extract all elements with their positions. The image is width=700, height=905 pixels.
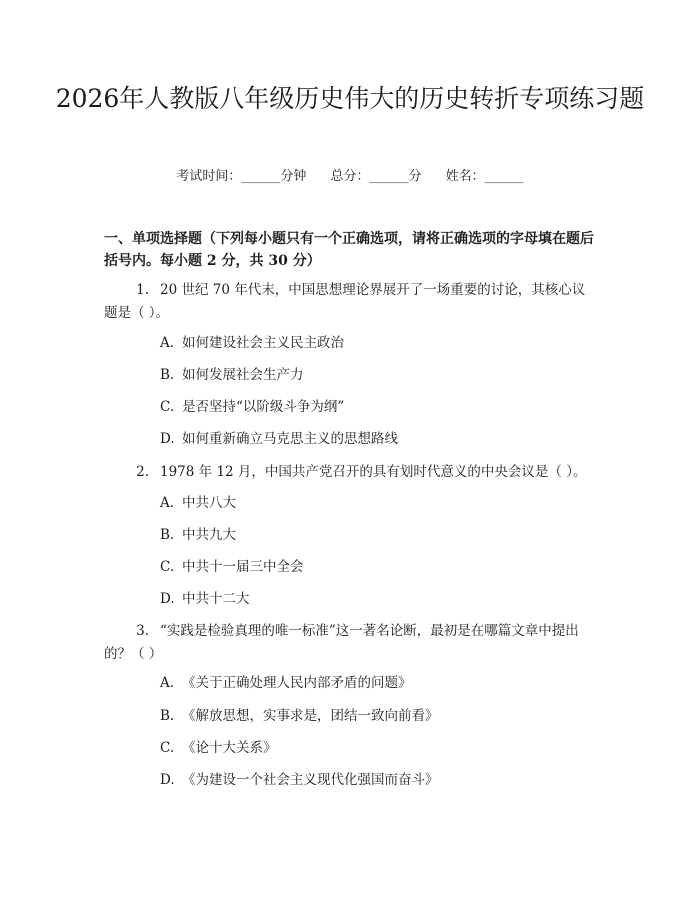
option-letter: C. — [160, 559, 175, 575]
option-text: 中共八大 — [182, 495, 236, 511]
question-text: 20 世纪 70 年代末，中国思想理论界展开了一场重要的讨论，其核心议题是（ ）。 — [104, 282, 586, 321]
option-text: 中共九大 — [182, 527, 236, 543]
exam-time-field: 考试时间：______分钟 — [176, 169, 307, 184]
option-text: 《论十大关系》 — [182, 740, 277, 756]
question-2-option-d — [160, 589, 250, 609]
question-2-option-b — [160, 525, 236, 545]
page-title: 2026年人教版八年级历史伟大的历史转折专项练习题 — [55, 84, 645, 113]
question-1-option-b — [160, 365, 304, 385]
question-3-option-a — [160, 673, 412, 693]
question-3-option-d — [160, 770, 439, 790]
question-2-option-c — [160, 557, 304, 577]
question-1-option-a — [160, 333, 344, 353]
total-score-field: 总分：______分 — [330, 169, 422, 184]
option-text: 《关于正确处理人民内部矛盾的问题》 — [182, 675, 412, 691]
student-name-field: 姓名：______ — [445, 169, 524, 184]
question-number: 2. — [136, 464, 149, 480]
option-letter: C. — [160, 399, 175, 415]
option-text: 如何发展社会生产力 — [182, 367, 304, 383]
question-3-option-b — [160, 706, 439, 726]
option-text: 是否坚持“以阶级斗争为纲” — [182, 399, 345, 415]
option-letter: A. — [160, 675, 175, 691]
section-heading: 一、单项选择题（下列每小题只有一个正确选项，请将正确选项的字母填在题后括号内。每小题 2 分，共 30 分） — [104, 231, 594, 269]
option-letter: A. — [160, 335, 175, 351]
question-1-option-d — [160, 429, 398, 449]
option-letter: D. — [160, 772, 175, 788]
option-text: 《为建设一个社会主义现代化强国而奋斗》 — [182, 772, 439, 788]
question-2-option-a — [160, 493, 236, 513]
option-text: 中共十二大 — [182, 591, 250, 607]
option-text: 如何建设社会主义民主政治 — [182, 335, 344, 351]
option-letter: B. — [160, 708, 175, 724]
option-letter: B. — [160, 527, 175, 543]
question-number: 1. — [136, 282, 149, 298]
question-text: 1978 年 12 月，中国共产党召开的具有划时代意义的中央会议是（ ）。 — [160, 464, 587, 480]
question-1-option-c — [160, 397, 344, 417]
question-1 — [104, 279, 598, 325]
option-text: 《解放思想，实事求是，团结一致向前看》 — [182, 708, 439, 724]
question-number: 3. — [136, 623, 149, 639]
question-text: “实践是检验真理的唯一标准”这一著名论断，最初是在哪篇文章中提出的？（ ） — [104, 623, 579, 662]
option-letter: D. — [160, 431, 175, 447]
option-letter: A. — [160, 495, 175, 511]
option-letter: B. — [160, 367, 175, 383]
option-letter: C. — [160, 740, 175, 756]
question-3 — [104, 620, 598, 666]
question-3-option-c — [160, 738, 277, 758]
question-2 — [104, 461, 598, 484]
exam-meta — [0, 167, 700, 187]
option-text: 如何重新确立马克思主义的思想路线 — [182, 431, 398, 447]
option-letter: D. — [160, 591, 175, 607]
option-text: 中共十一届三中全会 — [182, 559, 304, 575]
